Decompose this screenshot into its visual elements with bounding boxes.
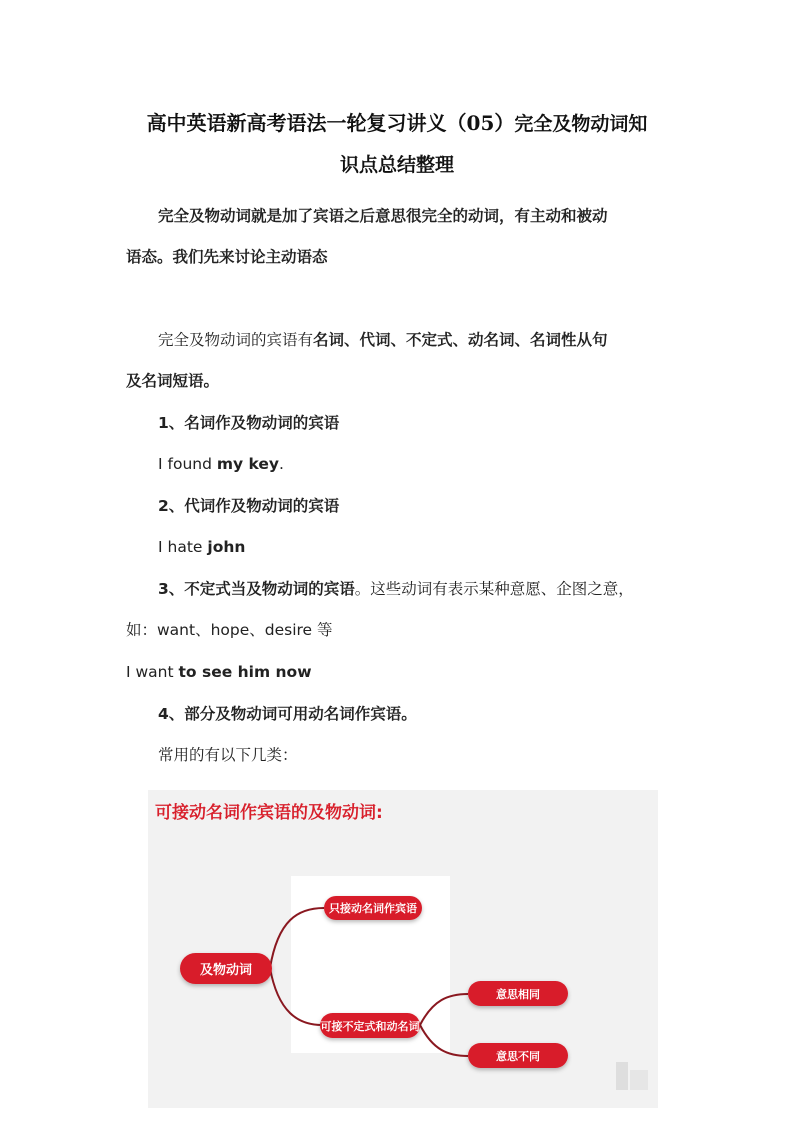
figure-heading: 可接动名词作宾语的及物动词: (155, 803, 383, 823)
section-3-verbs: 如：want、hope、desire 等 (126, 621, 333, 639)
section-2-example-bold: john (207, 538, 246, 556)
section-4-heading (126, 694, 671, 735)
node-branch-a (324, 896, 422, 920)
section-2-heading: 2、代词作及物动词的宾语 (158, 497, 340, 515)
section-3-heading: 3、不定式当及物动词的宾语 (158, 580, 355, 598)
section-1-example-end: . (279, 455, 284, 473)
section-3-example-plain: I want (126, 663, 179, 681)
section-4-heading-rest: 。 (401, 705, 417, 723)
section-1-example-plain: I found (158, 455, 217, 473)
node-leaf-a-label: 意思相同 (496, 988, 540, 1001)
section-1-heading: 1、名词作及物动词的宾语 (158, 414, 340, 432)
watermark-block-2 (630, 1070, 648, 1090)
node-root-label: 及物动词 (199, 963, 253, 978)
title-line2: 识点总结整理 (339, 154, 454, 176)
intro-line2: 语态。我们先来讨论主动语态 (126, 248, 328, 266)
document-title (120, 103, 674, 185)
watermark-block (616, 1062, 628, 1090)
mindmap-diagram (148, 790, 658, 1108)
objects-list-b: 及名词短语。 (126, 372, 220, 390)
section-3-heading-rest: 。这些动词有表示某种意愿、企图之意， (354, 580, 634, 598)
objects-paragraph (126, 320, 671, 402)
mindmap-figure (148, 790, 658, 1108)
node-root (180, 953, 272, 984)
section-4-followup: 常用的有以下几类： (158, 746, 298, 764)
node-leaf-b (468, 1043, 568, 1068)
section-3-example-bold: to see him now (178, 663, 312, 681)
section-1-example (126, 444, 671, 485)
objects-list-a: 名词、代词、不定式、动名词、名词性从句 (313, 331, 608, 349)
title-line1-main: 高中英语新高考语法一轮复习讲义（05） (146, 111, 515, 135)
node-branch-b-label: 可接不定式和动名词 (320, 1020, 420, 1033)
intro-line1: 完全及物动词就是加了宾语之后意思很完全的动词，有主动和被动 (158, 207, 608, 225)
node-leaf-b-label: 意思不同 (496, 1050, 540, 1063)
section-2-example-plain: I hate (158, 538, 208, 556)
title-line1-tail: 完全及物动词知 (514, 113, 648, 135)
section-3-example (126, 652, 671, 693)
node-branch-a-label: 只接动名词作宾语 (329, 902, 417, 915)
section-2-example (126, 527, 671, 568)
section-1-example-bold: my key (216, 455, 280, 473)
intro-paragraph (126, 196, 671, 278)
objects-lead: 完全及物动词的宾语有 (158, 331, 314, 349)
node-leaf-a (468, 981, 568, 1006)
section-4-heading-text: 4、部分及物动词可用动名词作宾语 (158, 705, 402, 723)
node-branch-b (320, 1013, 420, 1038)
section-3-paragraph (126, 569, 671, 651)
